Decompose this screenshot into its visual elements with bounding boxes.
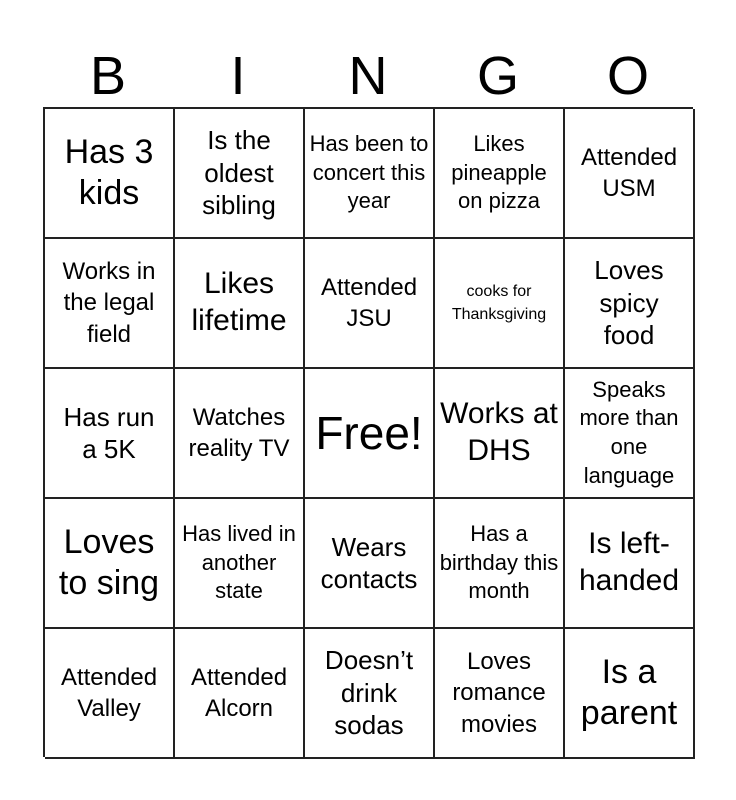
cell-text: Loves romance movies	[452, 648, 546, 738]
bingo-cell[interactable]	[565, 369, 695, 499]
bingo-board	[43, 107, 693, 757]
bingo-cell[interactable]	[565, 239, 695, 369]
bingo-header	[43, 44, 693, 108]
bingo-cell[interactable]	[45, 369, 175, 499]
cell-text: Works at DHS	[440, 397, 558, 467]
cell-text: Attended Valley	[60, 663, 158, 722]
bingo-cell[interactable]	[435, 239, 565, 369]
bingo-cell[interactable]	[435, 499, 565, 629]
cell-text: cooks for Thanksgiving	[451, 282, 547, 323]
bingo-cell[interactable]	[45, 629, 175, 759]
cell-text: Wears contacts	[320, 531, 418, 594]
cell-text: Has been to concert this year	[309, 131, 429, 214]
header-letter-n: N	[348, 46, 388, 106]
bingo-cell[interactable]	[565, 499, 695, 629]
bingo-cell[interactable]	[175, 629, 305, 759]
header-letter-b: B	[89, 46, 127, 106]
bingo-cell[interactable]	[175, 239, 305, 369]
cell-text: Doesn’t drink sodas	[324, 645, 414, 741]
bingo-cell[interactable]	[305, 109, 435, 239]
cell-text: Is a parent	[580, 653, 678, 732]
free-space-label: Free!	[315, 407, 423, 459]
cell-text: Loves spicy food	[594, 255, 664, 351]
bingo-cell[interactable]	[45, 239, 175, 369]
bingo-cell[interactable]	[565, 109, 695, 239]
bingo-cell[interactable]	[435, 369, 565, 499]
bingo-cell free-cell[interactable]	[305, 369, 435, 499]
bingo-cell[interactable]	[305, 499, 435, 629]
header-letter-o: O	[606, 46, 649, 106]
cell-text: Is the oldest sibling	[202, 125, 276, 221]
bingo-cell[interactable]	[45, 499, 175, 629]
cell-text: Likes lifetime	[191, 267, 287, 337]
cell-text: Works in the legal field	[62, 258, 156, 348]
cell-text: Watches reality TV	[188, 403, 290, 462]
header-letter-i: I	[230, 46, 246, 106]
bingo-cell[interactable]	[565, 629, 695, 759]
bingo-cell[interactable]	[175, 369, 305, 499]
bingo-cell[interactable]	[305, 239, 435, 369]
header-letter-g: G	[476, 46, 519, 106]
cell-text: Has lived in another state	[182, 521, 296, 604]
cell-text: Attended JSU	[320, 273, 418, 332]
cell-text: Likes pineapple on pizza	[451, 131, 547, 214]
cell-text: Has run a 5K	[63, 401, 155, 464]
cell-text: Has a birthday this month	[439, 521, 559, 604]
cell-text: Speaks more than one language	[579, 376, 679, 488]
bingo-cell[interactable]	[175, 499, 305, 629]
cell-text: Loves to sing	[58, 523, 160, 602]
bingo-cell[interactable]	[175, 109, 305, 239]
bingo-cell[interactable]	[435, 629, 565, 759]
cell-text: Has 3 kids	[64, 133, 154, 212]
cell-text: Is left-handed	[578, 527, 680, 597]
cell-text: Attended USM	[580, 143, 678, 202]
cell-text: Attended Alcorn	[190, 663, 288, 722]
bingo-cell[interactable]	[435, 109, 565, 239]
bingo-cell[interactable]	[45, 109, 175, 239]
bingo-cell[interactable]	[305, 629, 435, 759]
